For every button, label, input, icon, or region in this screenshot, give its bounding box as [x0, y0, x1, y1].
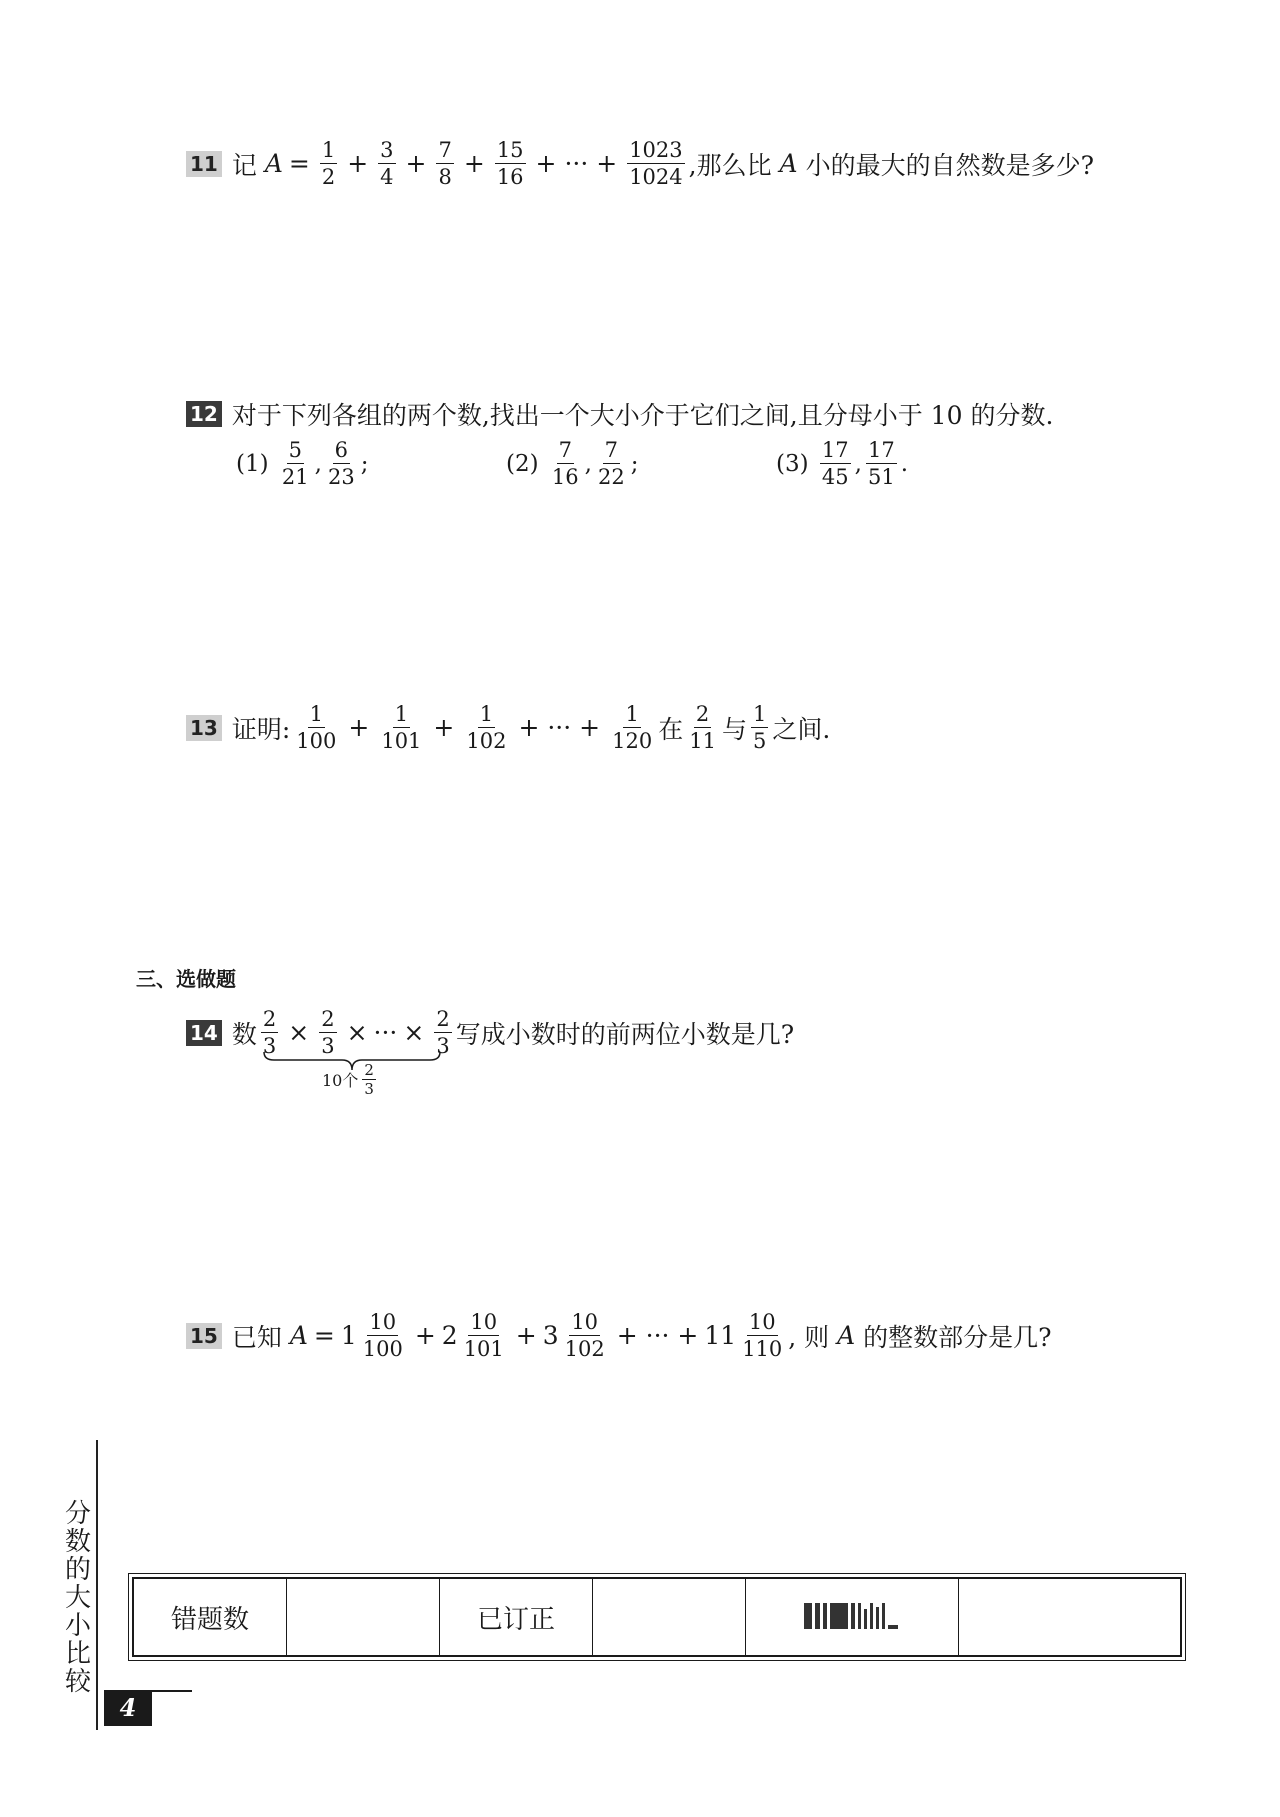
fraction: $\frac{15}{16}$: [496, 138, 524, 189]
fraction: $\frac{2}{3}$: [364, 1061, 374, 1098]
fraction: $\frac{7}{22}$: [597, 438, 625, 489]
fraction: $\frac{1023}{1024}$: [629, 138, 683, 189]
question-12-part-1: (1) $\frac{5}{21}$ , $\frac{6}{23}$ ;: [236, 438, 369, 489]
variable-a: A: [264, 149, 283, 178]
page-number: 4: [104, 1690, 152, 1726]
corrected-label: 已订正: [440, 1578, 593, 1656]
fraction: $\frac{1}{101}$: [381, 702, 422, 753]
question-11: 11 记 A = $\frac{1}{2}$ + $\frac{3}{4}$ + $\frac{7}{8}$ + $\frac{15}{16}$ + ··· + $\frac{1023}{1024}$ ,那么比 A 小的最大的自然数是多少?: [186, 138, 1094, 189]
fraction: $\frac{2}{3}$: [436, 1007, 450, 1058]
fraction: $\frac{7}{16}$: [551, 438, 579, 489]
fraction: $\frac{3}{4}$: [380, 138, 394, 189]
fraction: $\frac{10}{110}$: [742, 1310, 783, 1361]
question-number: 14: [186, 1020, 222, 1046]
fraction: $\frac{10}{101}$: [463, 1310, 504, 1361]
ellipsis: + ··· +: [518, 713, 601, 742]
chapter-side-title: 分数的大小比较: [64, 1499, 91, 1697]
question-tail: ,那么比: [688, 150, 772, 180]
page-number-rule: [152, 1690, 192, 1692]
fraction: $\frac{17}{51}$: [867, 438, 895, 489]
underbrace-label: 10个 $\frac{2}{3}$: [322, 1061, 374, 1098]
question-12-part-3: (3) $\frac{17}{45}$ , $\frac{17}{51}$ .: [776, 438, 908, 489]
fraction: $\frac{1}{102}$: [466, 702, 507, 753]
question-14: 14 数 $\frac{2}{3}$ × $\frac{2}{3}$ × ··· × $\frac{2}{3}$ 写成小数时的前两位小数是几?: [186, 1007, 794, 1058]
question-15: 15 已知 A = 1 $\frac{10}{100}$ + 2 $\frac{10}{101}$ + 3 $\frac{10}{102}$ + ··· + 11 $\frac{10}{110}$ , 则 A 的整数部分是几?: [186, 1310, 1052, 1361]
fraction: $\frac{6}{23}$: [327, 438, 355, 489]
fraction: $\frac{1}{2}$: [321, 138, 336, 189]
question-number: 12: [186, 401, 222, 427]
blank-cell[interactable]: [959, 1578, 1182, 1656]
score-table: [132, 1577, 1182, 1657]
question-12: [186, 396, 1053, 432]
side-divider: [96, 1440, 98, 1730]
question-number: 11: [186, 151, 222, 177]
fraction: $\frac{10}{102}$: [564, 1310, 605, 1361]
fraction: $\frac{7}{8}$: [438, 138, 452, 189]
fraction: $\frac{2}{3}$: [321, 1007, 335, 1058]
fraction: $\frac{2}{3}$: [262, 1007, 277, 1058]
question-number: 13: [186, 715, 222, 741]
fraction: $\frac{10}{100}$: [362, 1310, 403, 1361]
fraction: $\frac{2}{11}$: [689, 702, 716, 753]
barcode-icon: [804, 1599, 901, 1629]
fraction: $\frac{1}{5}$: [752, 702, 767, 753]
question-13: 13 证明: $\frac{1}{100}$ + $\frac{1}{101}$ + $\frac{1}{102}$ + ··· + $\frac{1}{120}$ 在 $\frac{2}{11}$ 与 $\frac{1}{5}$ 之间.: [186, 702, 830, 753]
question-text: 对于下列各组的两个数,找出一个大小介于它们之间,且分母小于 10 的分数.: [231, 401, 1054, 430]
fraction: $\frac{17}{45}$: [821, 438, 849, 489]
fraction: $\frac{1}{100}$: [296, 702, 337, 753]
barcode-cell: [746, 1578, 959, 1656]
question-number: 15: [186, 1323, 222, 1349]
ellipsis: + ··· +: [535, 149, 618, 178]
wrong-count-label: 错题数: [133, 1578, 287, 1656]
wrong-count-cell[interactable]: [287, 1578, 440, 1656]
fraction: $\frac{5}{21}$: [281, 438, 309, 489]
fraction: $\frac{1}{120}$: [612, 702, 653, 753]
corrected-cell[interactable]: [593, 1578, 746, 1656]
equals-sign: =: [288, 149, 310, 178]
question-intro: 证明:: [231, 714, 291, 744]
question-12-part-2: (2) $\frac{7}{16}$ , $\frac{7}{22}$ ;: [506, 438, 639, 489]
section-title: 三、选做题: [136, 967, 236, 991]
question-intro: 记: [231, 150, 257, 180]
